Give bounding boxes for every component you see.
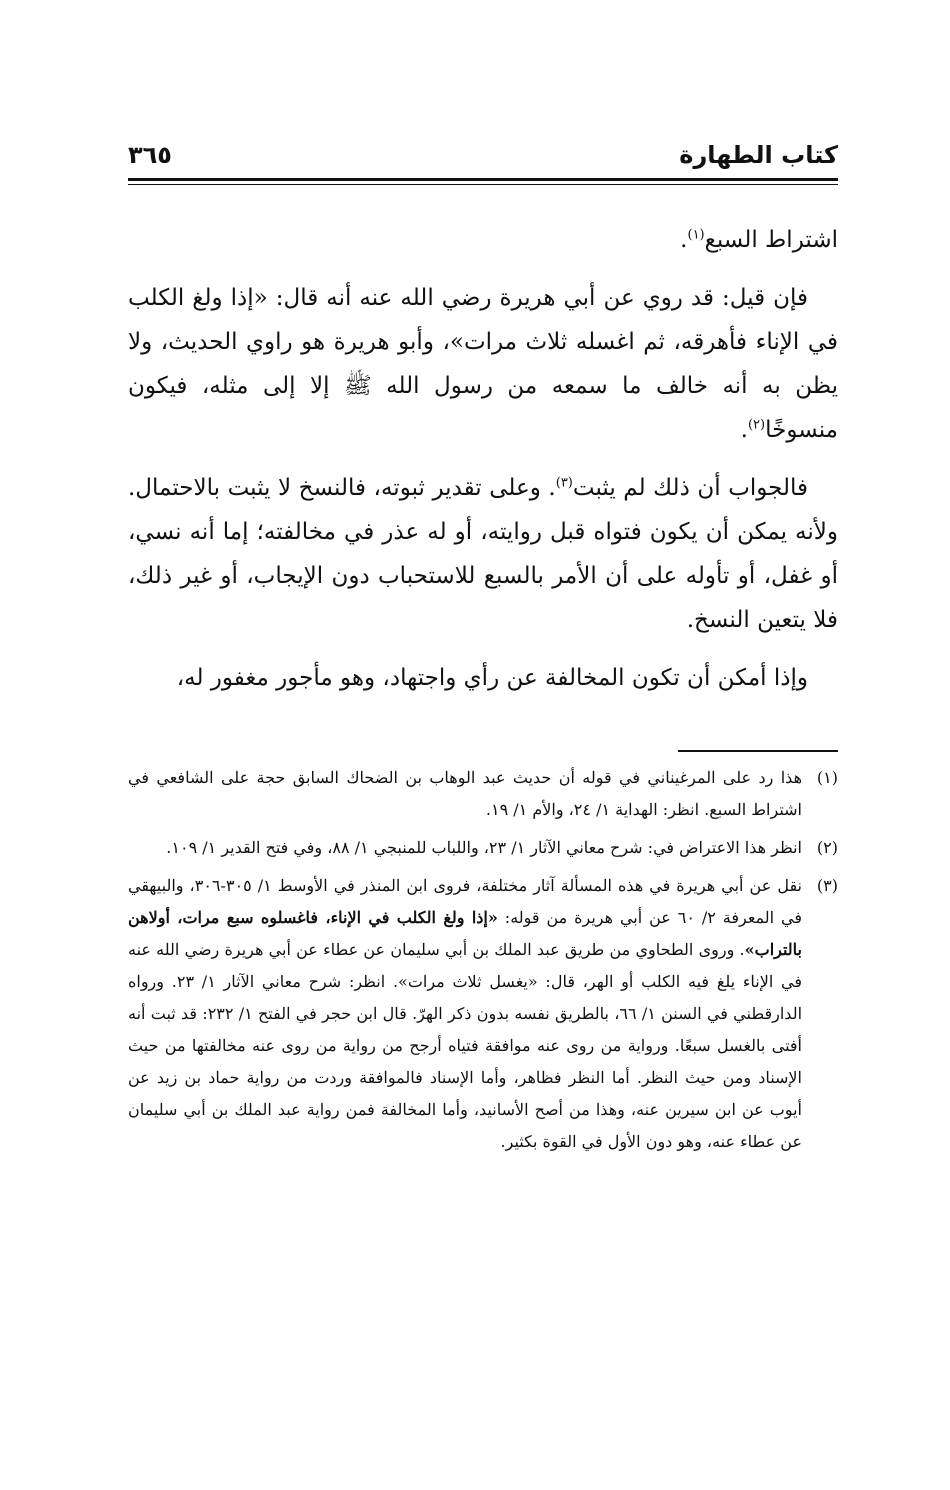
footnote-text [128,870,802,1158]
running-header [128,137,838,173]
main-text [128,218,838,714]
paragraph-4 [128,656,838,700]
footnote-number: (١) [816,768,838,787]
paragraph-1 [128,218,838,262]
footnotes [128,762,838,1164]
footnote-number: (٢) [816,838,838,857]
paragraph-2-end: . [740,417,748,443]
running-title: كتاب الطهارة [679,141,838,169]
paragraph-3-text-a: فالجواب أن ذلك لم يثبت [572,475,808,501]
footnote-quote-bold: «إذا ولغ الكلب في الإناء، فاغسلوه سبع مرات، أولاهن بالتراب» [128,908,802,959]
footnote-text: هذا رد على المرغيناني في قوله أن حديث عبد الوهاب بن الضحاك السابق حجة على الشافعي في اشتراط السبع. انظر: الهداية ١/ ٢٤، والأم ١/ ١٩. [128,768,802,819]
footnote-ref-3: (٣) [555,475,573,491]
paragraph-4-text: وإذا أمكن أن تكون المخالفة عن رأي واجتهاد، وهو مأجور مغفور له، [176,665,808,691]
footnote-text-b: . وروى الطحاوي من طريق عبد الملك بن أبي سليمان عن عطاء عن أبي هريرة رضي الله عنه في الإناء يلغ فيه الكلب أو الهر، قال: «يغسل ثلاث مرات». انظر: شرح معاني الآثار ١/ ٢٣. ورواه الدارقطني في السنن ١/ ٦٦، بالطريق نفسه بدون ذكر الهرّ. قال ابن حجر في الفتح ١/ ٢٣٢: قد ثبت أنه أفتى بالغسل سبعًا. ورواية من روى عنه موافقة فتياه أرجح من رواية من روى عنه مخالفتها من حيث الإسناد ومن حيث النظر. أما النظر فظاهر، وأما الإسناد فالموافقة وردت من رواية حماد بن زيد عن أيوب عن ابن سيرين عنه، وهذا من أصح الأسانيد، وأما المخالفة فمن رواية عبد الملك بن أبي سليمان عن عطاء عنه، وهو دون الأول في القوة بكثير. [128,940,803,1151]
paragraph-2-text: فإن قيل: قد روي عن أبي هريرة رضي الله عنه أنه قال: «إذا ولغ الكلب في الإناء فأهرقه، ثم اغسله ثلاث مرات»، وأبو هريرة هو راوي الحديث، ولا يظن به أنه خالف ما سمعه من رسول الله ﷺ إلا إلى مثله، فيكون منسوخًا [128,285,838,443]
paragraph-1-end: . [680,227,688,253]
paragraph-1-text: اشتراط السبع [704,227,838,253]
footnote-text: انظر هذا الاعتراض في: شرح معاني الآثار ١/ ٢٣، واللباب للمنبجي ١/ ٨٨، وفي فتح القدير ١/ ١٠٩. [166,838,802,857]
header-rule-thin [128,184,838,185]
page-number: ٣٦٥ [128,141,172,169]
footnote-number: (٣) [816,876,838,895]
footnote-text-a: نقل عن أبي هريرة في هذه المسألة آثار مختلفة، فروى ابن المنذر في الأوسط ١/ ٣٠٥-٣٠٦، والبيهقي في المعرفة ٢/ ٦٠ عن أبي هريرة من قوله: [128,876,803,927]
footnote-separator [678,750,838,752]
footnote-1 [128,762,838,826]
footnote-3 [128,870,838,1158]
footnote-ref-2: (٢) [747,417,766,433]
footnote-2 [128,832,838,864]
paragraph-3-text-b: . وعلى تقدير ثبوته، فالنسخ لا يثبت بالاحتمال. ولأنه يمكن أن يكون فتواه قبل روايته، أو له عذر في مخالفته؛ إما أنه نسي، أو غفل، أو تأوله على أن الأمر بالسبع للاستحباب دون الإيجاب، أو غير ذلك، فلا يتعين النسخ. [128,475,839,633]
paragraph-2 [128,276,838,452]
footnote-ref-1: (١) [687,227,705,243]
paragraph-3 [128,466,838,642]
header-rule-thick [128,178,838,181]
